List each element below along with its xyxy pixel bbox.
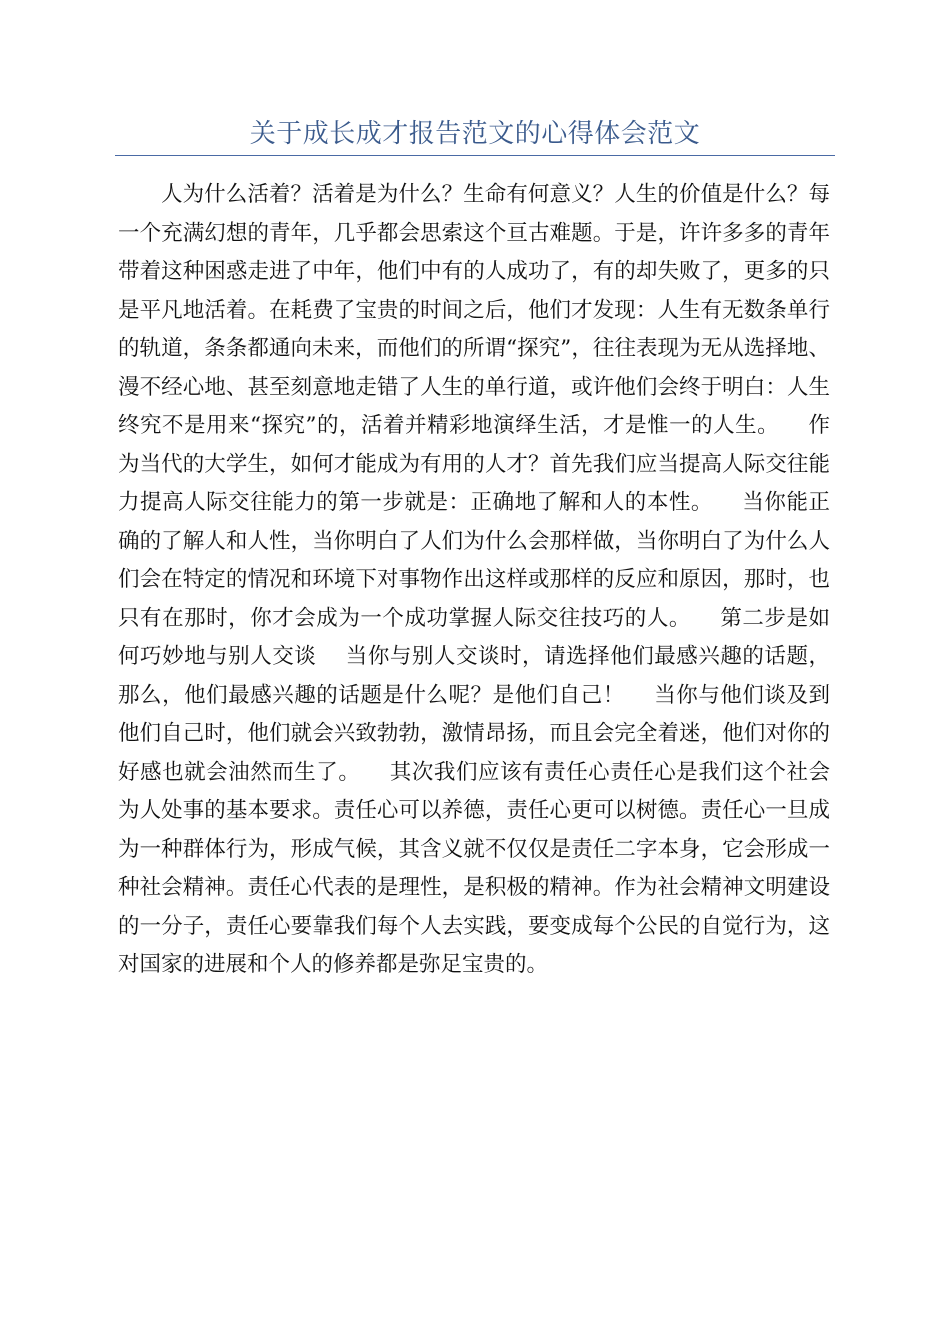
title-underline — [115, 155, 835, 156]
body-paragraph: 人为什么活着？活着是为什么？生命有何意义？人生的价值是什么？每一个充满幻想的青年，几乎都会思索这个亘古难题。于是，许许多多的青年带着这种困惑走进了中年，他们中有的人成功了，有的却失败了，更多的只是平凡地活着。在耗费了宝贵的时间之后，他们才发现：人生有无数条单行的轨道，条条都通向未来，而他们的所谓“探究”，往往表现为无从选择地、漫不经心地、甚至刻意地走错了人生的单行道，或许他们会终于明白：人生终究不是用来“探究”的，活着并精彩地演绎生活，才是惟一的人生。 作为当代的大学生，如何才能成为有用的人才？首先我们应当提高人际交往能力提高人际交往能力的第一步就是：正确地了解和人的本性。 当你能正确的了解人和人性，当你明白了人们为什么会那样做，当你明白了为什么人们会在特定的情况和环境下对事物作出这样或那样的反应和原因，那时，也只有在那时，你才会成为一个成功掌握人际交往技巧的人。 第二步是如何巧妙地与别人交谈 当你与别人交谈时，请选择他们最感兴趣的话题，那么，他们最感兴趣的话题是什么呢？是他们自己！ 当你与他们谈及到他们自己时，他们就会兴致勃勃，激情昂扬，而且会完全着迷，他们对你的好感也就会油然而生了。 其次我们应该有责任心责任心是我们这个社会为人处事的基本要求。责任心可以养德，责任心更可以树德。责任心一旦成为一种群体行为，形成气候，其含义就不仅仅是责任二字本身，它会形成一种社会精神。责任心代表的是理性，是积极的精神。作为社会精神文明建设的一分子，责任心要靠我们每个人去实践，要变成每个公民的自觉行为，这对国家的进展和个人的修养都是弥足宝贵的。 — [118, 182, 830, 977]
document-title: 关于成长成才报告范文的心得体会范文 — [249, 119, 701, 149]
